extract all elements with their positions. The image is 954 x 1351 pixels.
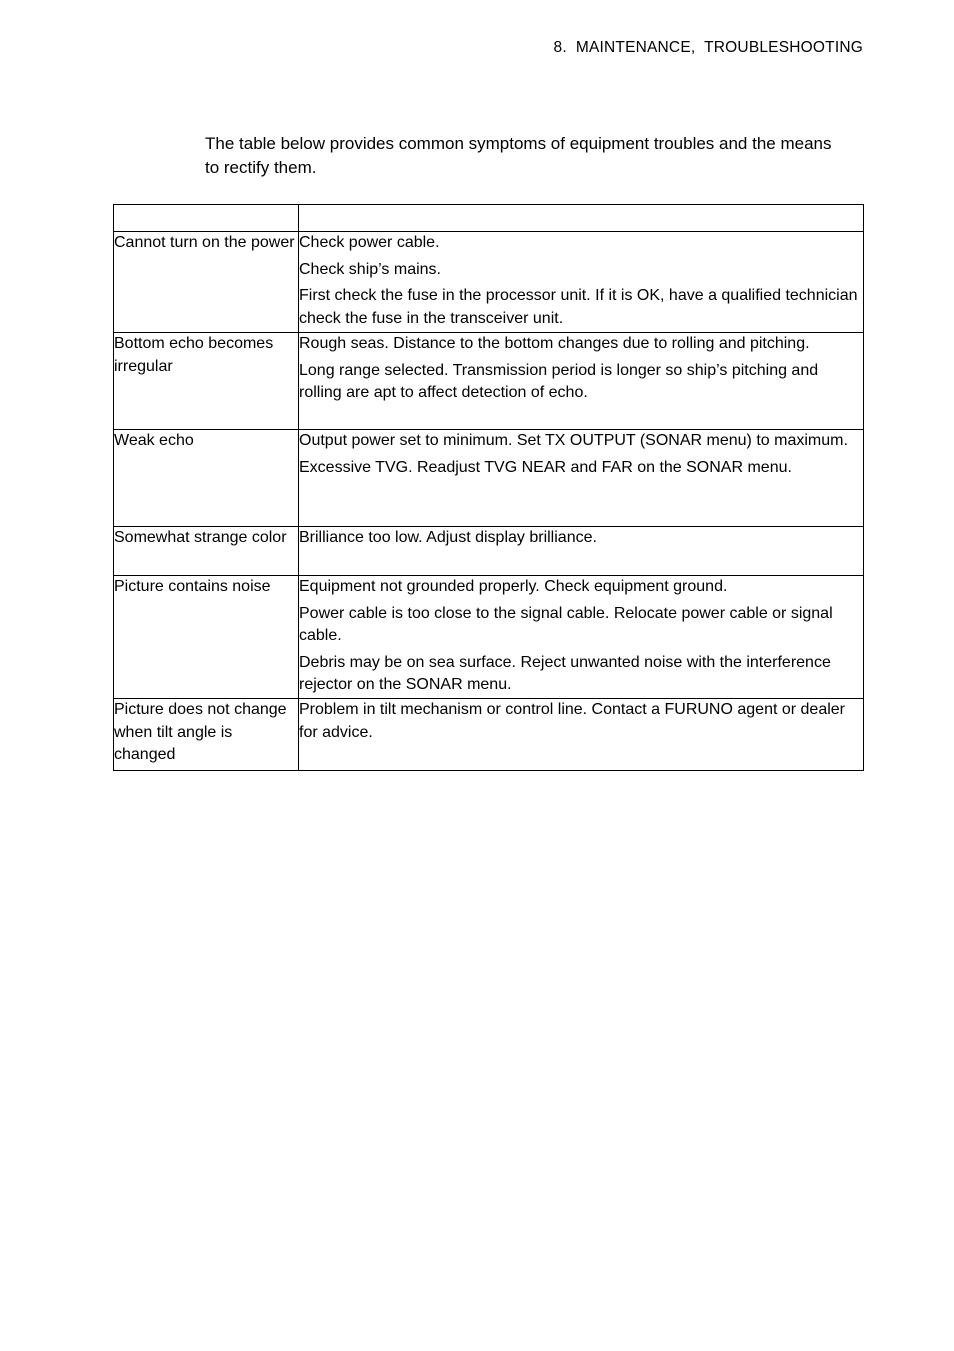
table-header-row — [114, 205, 864, 232]
remedy-item: Long range selected. Transmission period is longer so ship’s pitching and rolling are apt to affect detection of echo. — [299, 361, 819, 401]
table-row — [114, 527, 864, 576]
remedy-item: Equipment not grounded properly. Check equipment ground. — [299, 578, 728, 595]
table-row — [114, 576, 864, 699]
remedy-cell — [299, 232, 864, 333]
remedy-cell — [299, 333, 864, 430]
table-row — [114, 232, 864, 333]
remedy-item: Brilliance too low. Adjust display brilliance. — [299, 529, 597, 546]
remedy-cell — [299, 699, 864, 771]
symptom-cell: Picture contains noise — [114, 576, 299, 699]
symptom-cell: Picture does not change when tilt angle is changed — [114, 699, 299, 771]
symptom-cell: Somewhat strange color — [114, 527, 299, 576]
remedy-item: Debris may be on sea surface. Reject unwanted noise with the interference rejector on the SONAR menu. — [299, 653, 831, 693]
table-row — [114, 699, 864, 771]
table-row — [114, 333, 864, 430]
symptom-cell: Weak echo — [114, 430, 299, 527]
chapter-header: 8. MAINTENANCE, TROUBLESHOOTING — [553, 39, 863, 56]
table-row — [114, 430, 864, 527]
remedy-cell — [299, 527, 864, 576]
remedy-item: Rough seas. Distance to the bottom changes due to rolling and pitching. — [299, 335, 810, 352]
remedy-item: Problem in tilt mechanism or control line. Contact a FURUNO agent or dealer for advice. — [299, 701, 845, 741]
remedy-item: Check power cable. — [299, 234, 440, 251]
troubleshooting-table — [113, 204, 864, 771]
remedy-item: Power cable is too close to the signal cable. Relocate power cable or signal cable. — [299, 604, 833, 644]
remedy-column-header — [299, 205, 864, 232]
remedy-item: Output power set to minimum. Set TX OUTPUT (SONAR menu) to maximum. — [299, 432, 848, 449]
intro-paragraph: The table below provides common symptoms of equipment troubles and the means to rectify them. — [205, 134, 832, 177]
remedy-cell — [299, 576, 864, 699]
symptom-cell: Bottom echo becomes irregular — [114, 333, 299, 430]
symptom-column-header — [114, 205, 299, 232]
remedy-item: First check the fuse in the processor unit. If it is OK, have a qualified technician check the fuse in the transceiver unit. — [299, 287, 858, 327]
remedy-item: Check ship’s mains. — [299, 260, 441, 278]
symptom-cell: Cannot turn on the power — [114, 232, 299, 333]
remedy-item: Excessive TVG. Readjust TVG NEAR and FAR on the SONAR menu. — [299, 458, 792, 476]
remedy-cell — [299, 430, 864, 527]
